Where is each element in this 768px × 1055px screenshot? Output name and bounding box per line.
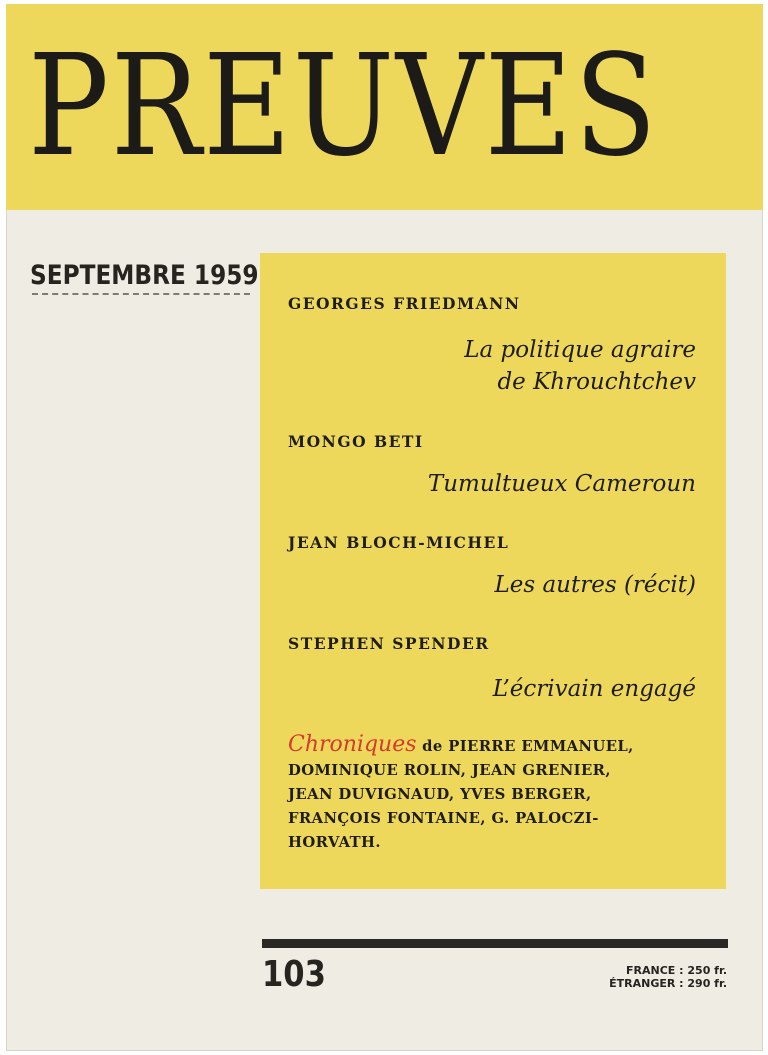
chroniques-label: Chroniques <box>288 732 417 757</box>
price-etranger: ÉTRANGER : 290 fr. <box>609 977 727 990</box>
issue-number: 103 <box>262 954 326 995</box>
chroniques-list <box>288 733 708 855</box>
article-title-line: Tumultueux Cameroun <box>427 471 696 497</box>
article-title-spender <box>493 673 696 705</box>
chroniques-first-line <box>288 733 708 759</box>
chroniques-contributors: HORVATH. <box>288 834 381 851</box>
issue-date: SEPTEMBRE 1959 <box>30 260 259 291</box>
masthead-band <box>6 4 763 210</box>
price-block <box>609 964 727 990</box>
author-friedmann: GEORGES FRIEDMANN <box>288 294 521 313</box>
author-spender: STEPHEN SPENDER <box>288 634 490 653</box>
chroniques-contributors: de PIERRE EMMANUEL, <box>422 738 634 755</box>
article-title-line: de Khrouchtchev <box>497 369 696 395</box>
article-title-bloch-michel <box>494 569 696 601</box>
bottom-rule <box>262 939 728 948</box>
magazine-cover <box>6 4 763 1051</box>
chroniques-contributors: JEAN DUVIGNAUD, YVES BERGER, <box>288 786 592 803</box>
article-title-friedmann <box>464 334 696 398</box>
masthead-title: PREUVES <box>28 25 659 188</box>
date-underline <box>32 293 250 295</box>
author-bloch-michel: JEAN BLOCH-MICHEL <box>288 533 510 552</box>
article-title-line: Les autres (récit) <box>494 572 696 598</box>
article-title-line: L’écrivain engagé <box>492 676 696 702</box>
chroniques-contributors: FRANÇOIS FONTAINE, G. PALOCZI- <box>288 810 599 827</box>
price-france: FRANCE : 250 fr. <box>626 964 727 977</box>
author-beti: MONGO BETI <box>288 432 424 451</box>
contents-panel <box>260 253 726 889</box>
article-title-beti <box>428 468 696 500</box>
chroniques-contributors: DOMINIQUE ROLIN, JEAN GRENIER, <box>288 762 611 779</box>
article-title-line: La politique agraire <box>464 337 696 363</box>
